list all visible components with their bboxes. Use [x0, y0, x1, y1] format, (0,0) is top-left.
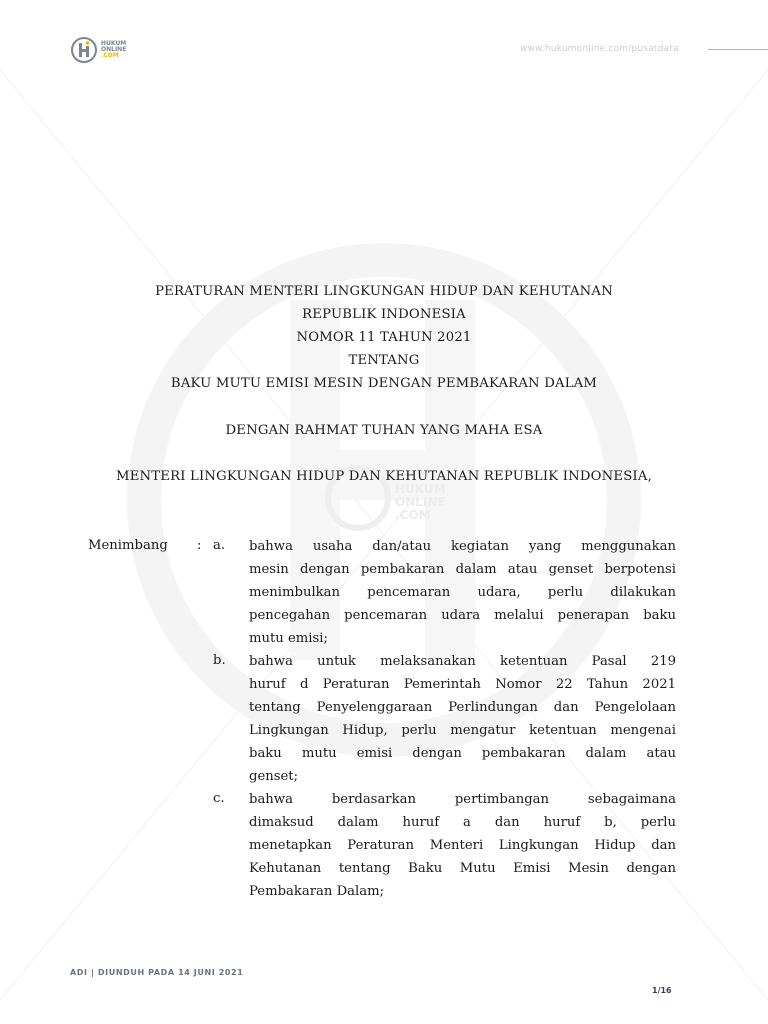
title-line-2: REPUBLIK INDONESIA	[302, 307, 466, 322]
item-letter: b.	[213, 653, 226, 668]
page-number: 1/16	[652, 986, 672, 995]
watermark-text-2: ONLINE	[395, 495, 446, 509]
considering-label: Menimbang	[88, 538, 168, 553]
title-line-1: PERATURAN MENTERI LINGKUNGAN HIDUP DAN KEHUTANAN	[155, 284, 613, 299]
item-line: pencegahan pencemaran udara melalui penerapan baku	[249, 608, 676, 623]
item-line: huruf d Peraturan Pemerintah Nomor 22 Tahun 2021	[249, 677, 676, 692]
item-line: menetapkan Peraturan Menteri Lingkungan Hidup dan	[249, 838, 676, 853]
watermark-text-3: .COM	[395, 508, 431, 522]
item-line: bahwa untuk melaksanakan ketentuan Pasal 219	[249, 654, 676, 669]
item-line: dimaksud dalam huruf a dan huruf b, perlu	[249, 815, 676, 830]
invocation: DENGAN RAHMAT TUHAN YANG MAHA ESA	[225, 423, 543, 438]
item-letter: a.	[213, 538, 226, 553]
logo-icon	[70, 36, 98, 64]
item-line: mutu emisi;	[249, 631, 328, 646]
minister-heading: MENTERI LINGKUNGAN HIDUP DAN KEHUTANAN REPUBLIK INDONESIA,	[116, 469, 652, 484]
item-line: tentang Penyelenggaraan Perlindungan dan Pengelolaan	[249, 700, 676, 715]
watermark-text-1: HUKUM	[395, 482, 446, 496]
header-divider	[708, 49, 768, 50]
item-line: Pembakaran Dalam;	[249, 884, 385, 899]
hukumonline-logo	[70, 36, 126, 64]
title-line-3: NOMOR 11 TAHUN 2021	[296, 330, 472, 345]
item-line: Kehutanan tentang Baku Mutu Emisi Mesin dengan	[249, 861, 676, 876]
item-line: mesin dengan pembakaran dalam atau genset berpotensi	[249, 562, 676, 577]
title-line-4: TENTANG	[348, 353, 420, 368]
item-line: bahwa usaha dan/atau kegiatan yang menggunakan	[249, 539, 676, 554]
header-url[interactable]: www.hukumonline.com/pusatdata	[520, 44, 679, 54]
item-line: baku mutu emisi dengan pembakaran dalam atau	[249, 746, 676, 761]
item-line: bahwa berdasarkan pertimbangan sebagaimana	[249, 792, 676, 807]
item-line: Lingkungan Hidup, perlu mengatur ketentuan mengenai	[249, 723, 676, 738]
item-letter: c.	[213, 791, 225, 806]
item-line: genset;	[249, 769, 299, 784]
logo-text-line-1: HUKUM	[101, 40, 127, 47]
considering-colon: :	[197, 538, 202, 553]
title-line-5: BAKU MUTU EMISI MESIN DENGAN PEMBAKARAN DALAM	[170, 376, 598, 391]
download-footer: ADI | DIUNDUH PADA 14 JUNI 2021	[70, 968, 244, 977]
item-line: menimbulkan pencemaran udara, perlu dilakukan	[249, 585, 676, 600]
logo-text-line-3: .COM	[101, 52, 119, 59]
logo-text-line-2: ONLINE	[101, 46, 127, 53]
